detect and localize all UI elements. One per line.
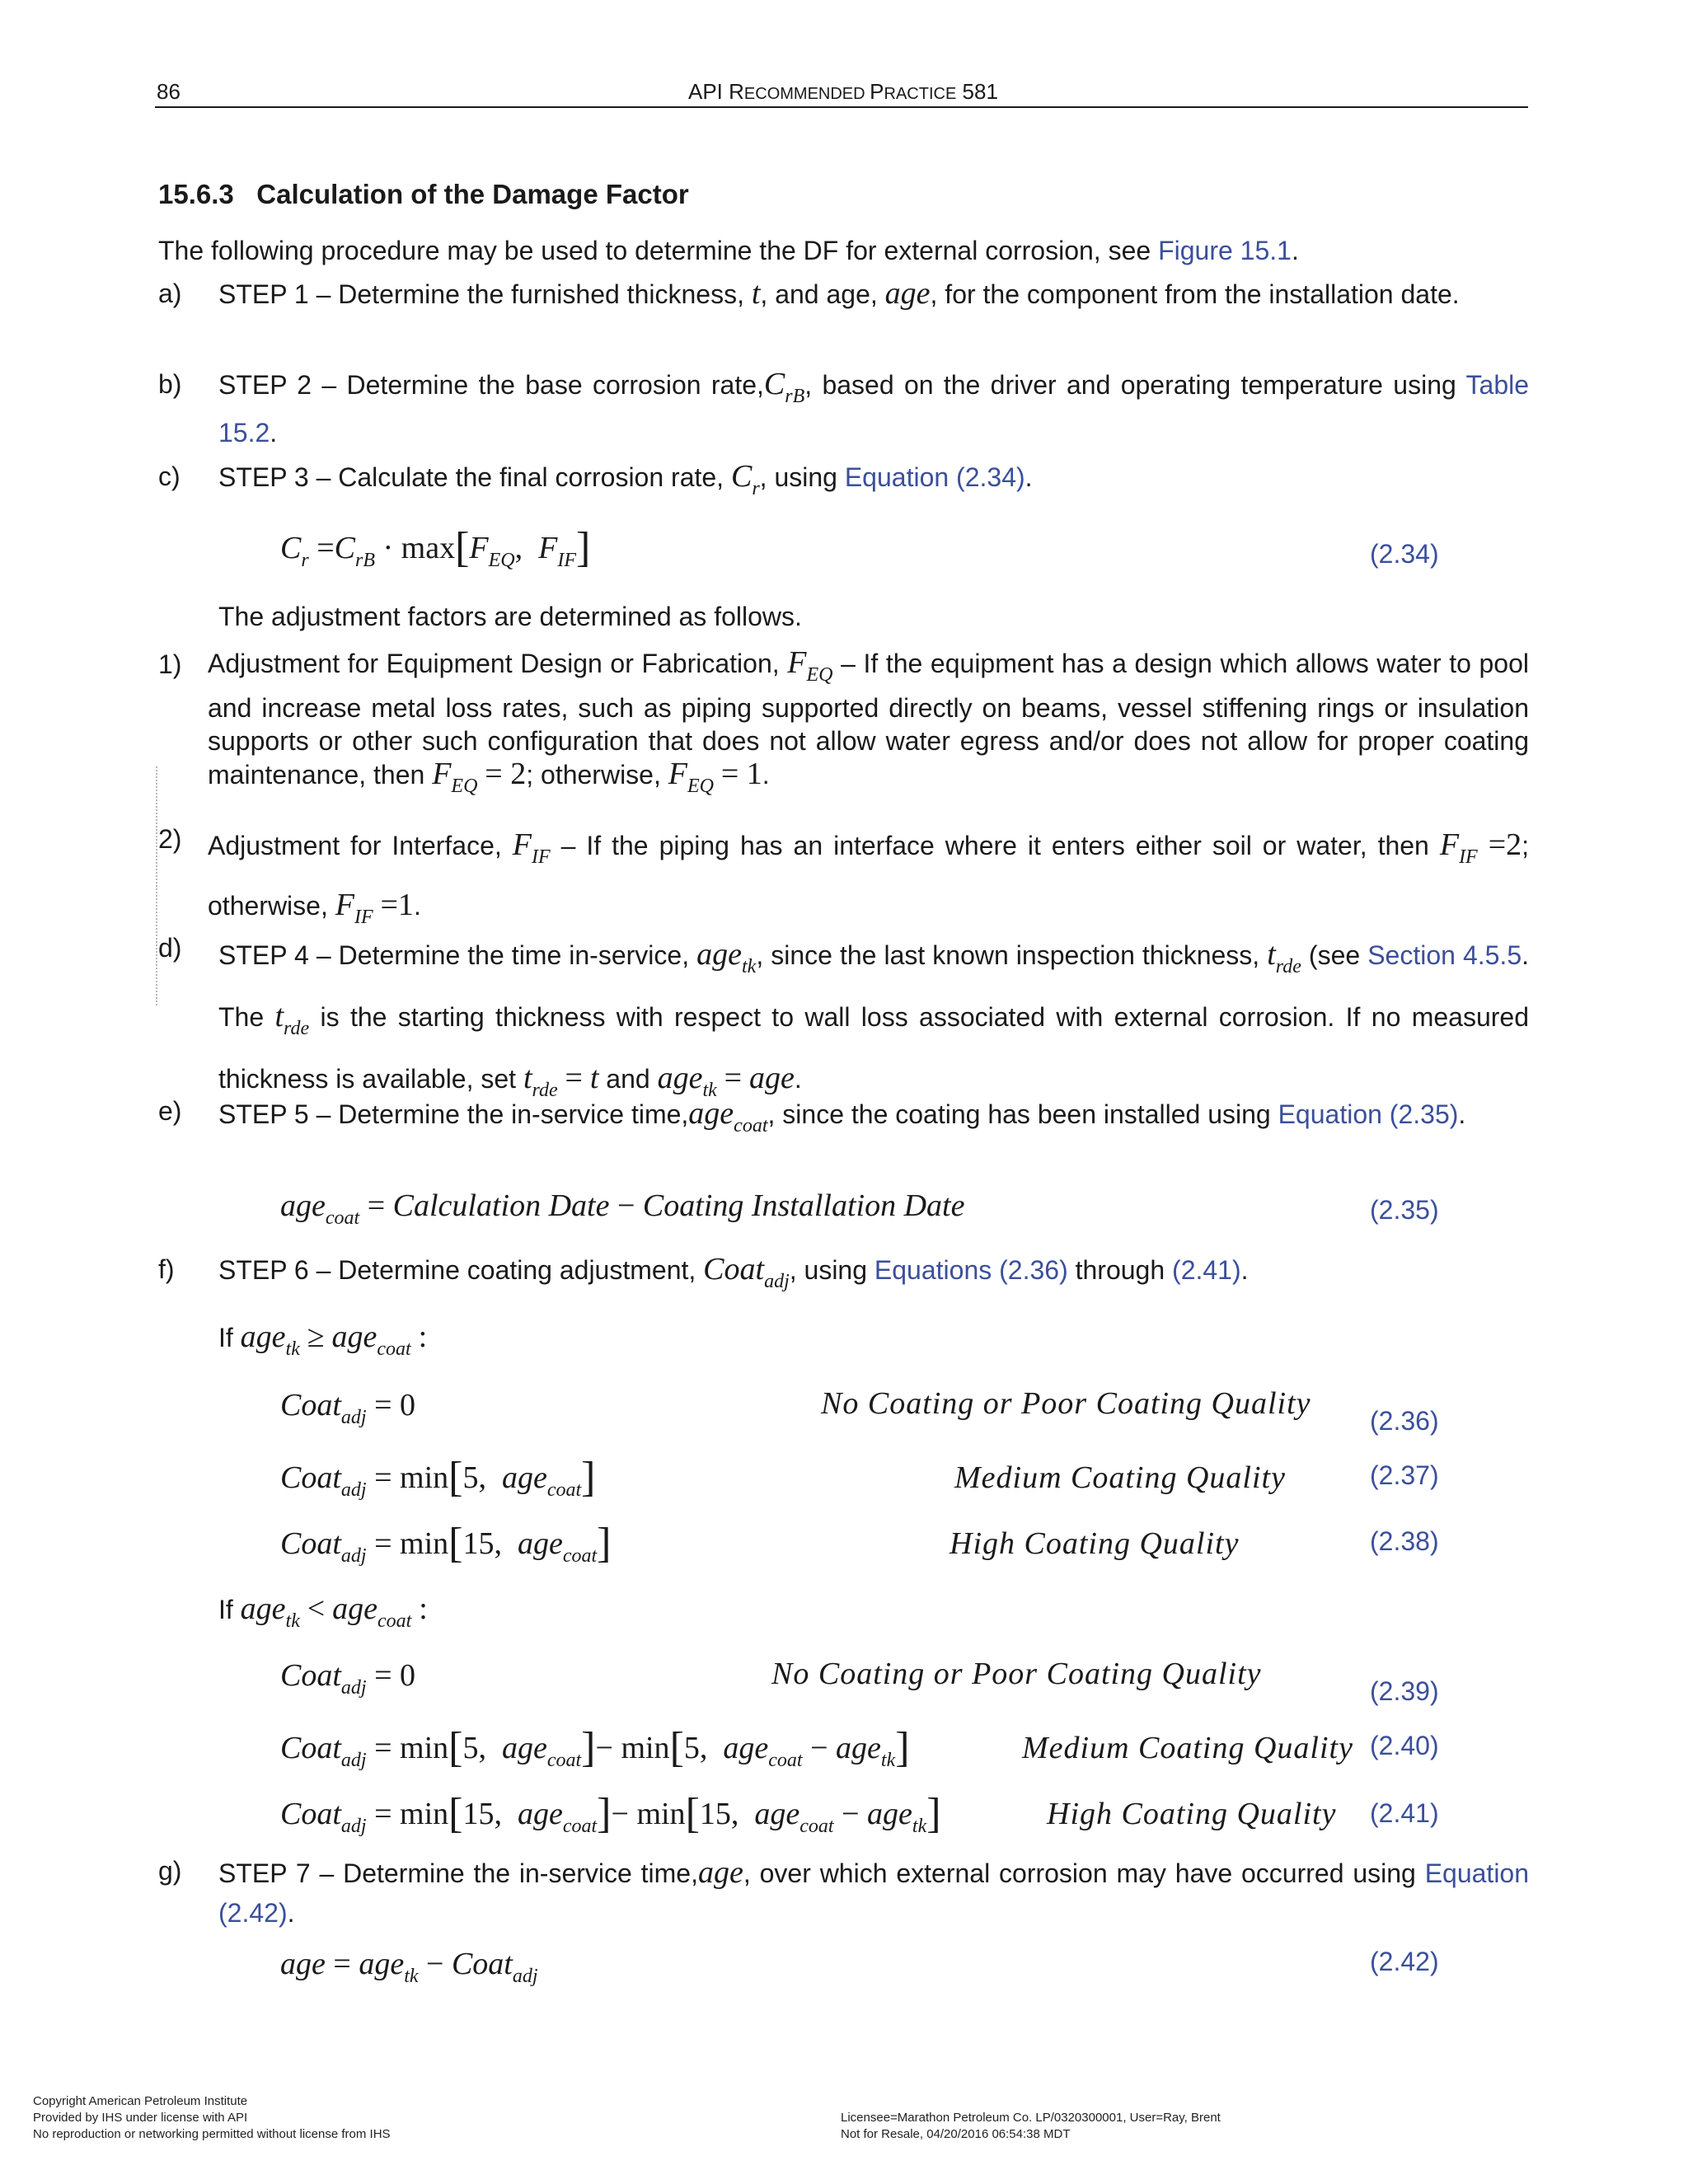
step-g-label: g)	[158, 1856, 182, 1886]
equation-number: (2.41)	[1370, 1798, 1439, 1828]
equation-link-2-41[interactable]: (2.41)	[1172, 1255, 1241, 1285]
figure-link[interactable]: Figure 15.1	[1158, 236, 1292, 265]
equation-number: (2.35)	[1370, 1195, 1439, 1225]
margin-change-bar	[156, 766, 157, 1005]
section-link[interactable]: Section 4.5.5	[1367, 940, 1522, 970]
step-c-label: c)	[158, 462, 181, 491]
equation-number: (2.37)	[1370, 1460, 1439, 1490]
equation-number: (2.42)	[1370, 1947, 1439, 1976]
equation-number: (2.39)	[1370, 1676, 1439, 1706]
header-rule	[155, 106, 1528, 108]
footer-license: Licensee=Marathon Petroleum Co. LP/0320300001, User=Ray, Brent Not for Resale, 04/20/2016 06:54:38 MDT	[841, 2111, 1221, 2141]
equation-2-37: Coat$_{adj}$ = min[5, age$_{coat}$]	[280, 1454, 596, 1501]
step-f-text: STEP 6 – Determine coating adjustment, Coat$_{adj}$, using Equations (2.36) through (2.41).	[218, 1252, 1249, 1292]
item-2-text: Adjustment for Interface, $F_{IF}$ – If the piping has an interface where it enters either soil or water, then $F_{IF} =2$; otherwise, $F_{IF} =1$.	[208, 827, 1530, 928]
step-b-label: b)	[158, 369, 182, 399]
equation-number: (2.38)	[1370, 1526, 1439, 1556]
equation-2-38: Coat$_{adj}$ = min[15, age$_{coat}$]	[280, 1520, 612, 1567]
page-number: 86	[157, 79, 181, 104]
step-e-label: e)	[158, 1096, 182, 1126]
intro-paragraph: The following procedure may be used to determine the DF for external corrosion, see Figure 15.1.	[158, 236, 1299, 265]
equation-2-41: Coat$_{adj}$ = min[15, age$_{coat}$]− min[15, age$_{coat}$ − age$_{tk}$]	[280, 1790, 941, 1837]
step-a-label: a)	[158, 279, 182, 308]
section-heading: 15.6.3 Calculation of the Damage Factor	[158, 179, 689, 209]
adjustment-intro: The adjustment factors are determined as follows.	[218, 602, 802, 631]
quality-label: Medium Coating Quality	[1022, 1731, 1353, 1765]
condition-ge: If age$_{tk}$ ≥ age$_{coat}$ :	[218, 1319, 428, 1360]
step-a-text: STEP 1 – Determine the furnished thickness, t, and age, age, for the component from the installation date.	[218, 276, 1460, 311]
item-2-label: 2)	[158, 824, 182, 854]
step-f-label: f)	[158, 1254, 175, 1284]
equation-number: (2.40)	[1370, 1731, 1439, 1760]
step-d-label: d)	[158, 933, 182, 963]
footer-copyright: Copyright American Petroleum Institute Provided by IHS under license with API No reproduction or networking permitted without license from IHS	[33, 2094, 391, 2141]
quality-label: High Coating Quality	[1047, 1797, 1337, 1831]
quality-label: No Coating or Poor Coating Quality	[771, 1657, 1262, 1691]
step-g-text: STEP 7 – Determine the in-service time,age, over which external corrosion may have occurred using Equation (2.42).	[218, 1855, 1530, 1928]
quality-label: High Coating Quality	[950, 1526, 1240, 1561]
equation-link-2-36[interactable]: Equations (2.36)	[874, 1255, 1068, 1285]
step-d-text: STEP 4 – Determine the time in-service, age$_{tk}$, since the last known inspection thickness, $t_{rde}$ (see Section 4.5.5. The $t_{rde}$ is the starting thickness with respect to wall loss associated with external corrosion. If no measured thickness is available, set $t_{rde} = t$ and age$_{tk}$ = age.	[218, 937, 1530, 1101]
equation-2-42: age = age$_{tk}$ − Coat$_{adj}$	[280, 1947, 538, 1987]
equation-link-2-35[interactable]: Equation (2.35)	[1278, 1099, 1459, 1129]
equation-2-36: Coat$_{adj}$ = 0	[280, 1388, 416, 1428]
equation-number: (2.34)	[1370, 539, 1439, 569]
item-1-label: 1)	[158, 649, 182, 679]
equation-2-40: Coat$_{adj}$ = min[5, age$_{coat}$]− min[5, age$_{coat}$ − age$_{tk}$]	[280, 1724, 910, 1771]
step-b-text: STEP 2 – Determine the base corrosion $rate,C_{rB}$, based on the driver and operating temperature using Table 15.2.	[218, 367, 1530, 448]
equation-link-2-34[interactable]: Equation (2.34)	[844, 462, 1025, 492]
equation-2-34: $C_r =C_{rB} \cdot \max[F_{EQ}$, $F_{IF}$]	[280, 524, 591, 571]
quality-label: No Coating or Poor Coating Quality	[821, 1386, 1311, 1421]
equation-link-2-42[interactable]: Equation (2.42)	[218, 1858, 1530, 1928]
table-link[interactable]: Table 15.2	[218, 370, 1530, 448]
running-header: API RECOMMENDED PRACTICE 581	[688, 79, 998, 104]
item-1-text: Adjustment for Equipment Design or Fabrication, $F_{EQ}$ – If the equipment has a design which allows water to pool and increase metal loss rates, such as piping supported directly on beams, vessel stiffening rings or insulation supports or other such configuration that does not allow water egress and/or does not allow for proper coating maintenance, then $F_{EQ} = 2$; otherwise, $F_{EQ} = 1$.	[208, 645, 1530, 797]
condition-lt: If age$_{tk}$ < age$_{coat}$ :	[218, 1591, 428, 1632]
step-e-text: STEP 5 – Determine the in-service time,age$_{coat}$, since the coating has been installed using Equation (2.35).	[218, 1096, 1466, 1137]
equation-2-35: age$_{coat}$ = Calculation Date − Coating Installation Date	[280, 1188, 965, 1229]
step-c-text: STEP 3 – Calculate the final corrosion rate, $C_r$, using Equation (2.34).	[218, 459, 1033, 499]
quality-label: Medium Coating Quality	[954, 1460, 1286, 1495]
equation-number: (2.36)	[1370, 1406, 1439, 1436]
equation-2-39: Coat$_{adj}$ = 0	[280, 1658, 416, 1699]
